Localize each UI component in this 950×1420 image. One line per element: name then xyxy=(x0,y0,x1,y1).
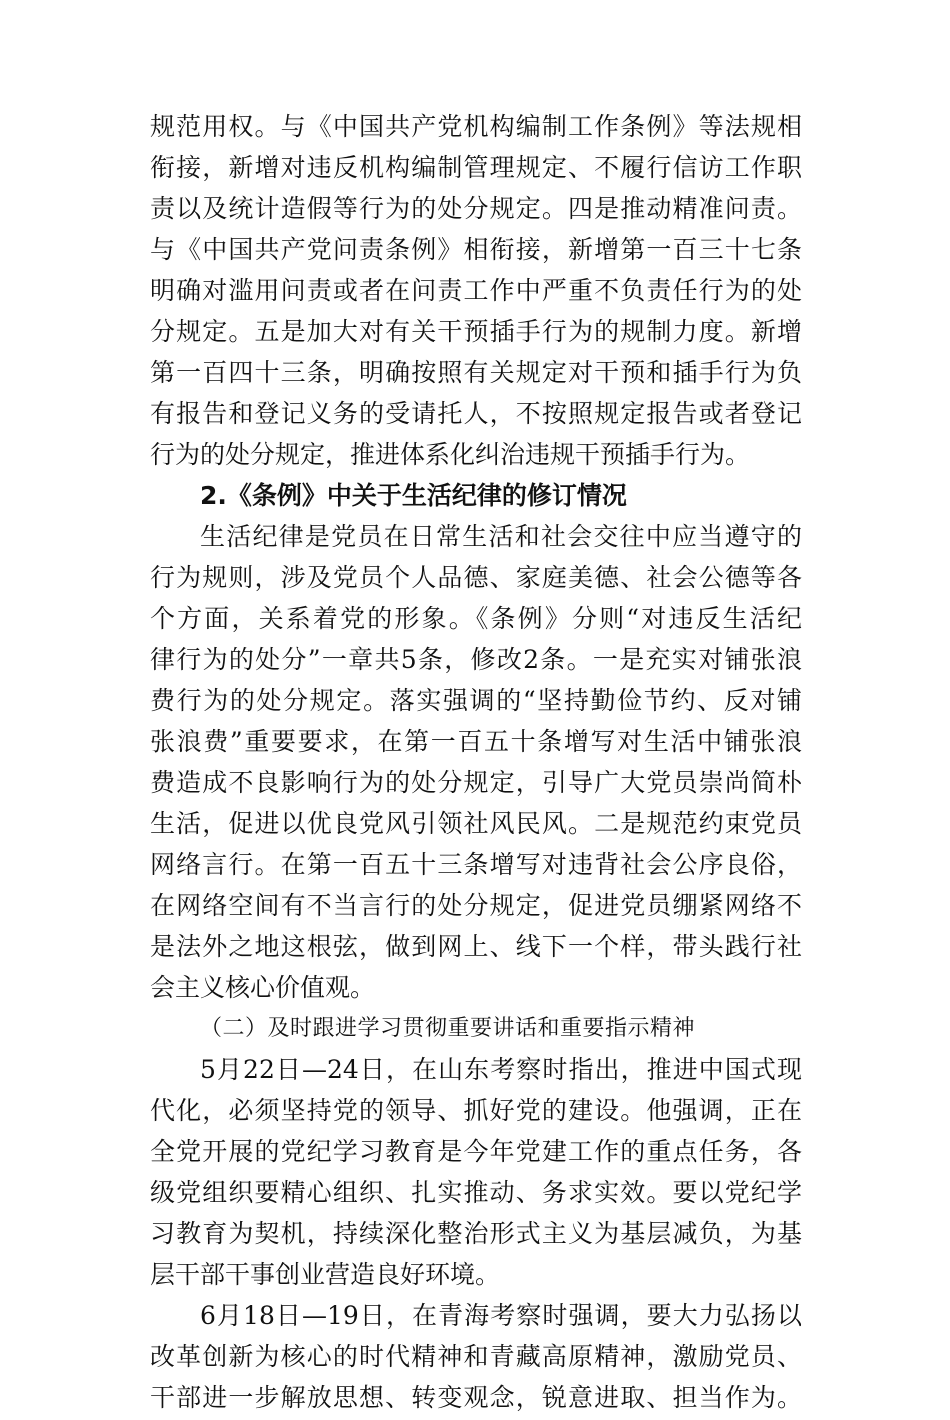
paragraph-line: 改革创新为核心的时代精神和青藏高原精神，激励党员、 xyxy=(150,1342,802,1371)
paragraph-line: 个方面，关系着党的形象。《条例》分则“对违反生活纪 xyxy=(150,604,802,633)
paragraph-line: 张浪费”重要要求，在第一百五十条增写对生活中铺张浪 xyxy=(150,727,802,756)
section-heading: 2.《条例》中关于生活纪律的修订情况 xyxy=(200,481,627,510)
paragraph-line: 6月18日—19日，在青海考察时强调，要大力弘扬以 xyxy=(200,1301,802,1330)
paragraph-line: 费造成不良影响行为的处分规定，引导广大党员崇尚简朴 xyxy=(150,768,802,797)
paragraph-line: 网络言行。在第一百五十三条增写对违背社会公序良俗， xyxy=(150,850,802,879)
paragraph-line: 会主义核心价值观。 xyxy=(150,973,376,1002)
paragraph-line: 生活，促进以优良党风引领社风民风。二是规范约束党员 xyxy=(150,809,802,838)
paragraph-line: 责以及统计造假等行为的处分规定。四是推动精准问责。 xyxy=(150,194,802,223)
paragraph-line: 行为的处分规定，推进体系化纠治违规干预插手行为。 xyxy=(150,440,751,469)
paragraph-line: 习教育为契机，持续深化整治形式主义为基层减负，为基 xyxy=(150,1219,802,1248)
paragraph-line: 在网络空间有不当言行的处分规定，促进党员绷紧网络不 xyxy=(150,891,802,920)
paragraph-line: 全党开展的党纪学习教育是今年党建工作的重点任务，各 xyxy=(150,1137,802,1166)
paragraph-line: 是法外之地这根弦，做到网上、线下一个样，带头践行社 xyxy=(150,932,802,961)
subsection-heading: （二）及时跟进学习贯彻重要讲话和重要指示精神 xyxy=(200,1016,696,1041)
paragraph-line: 生活纪律是党员在日常生活和社会交往中应当遵守的 xyxy=(200,522,802,551)
paragraph-line: 5月22日—24日，在山东考察时指出，推进中国式现 xyxy=(200,1055,802,1084)
paragraph-line: 行为规则，涉及党员个人品德、家庭美德、社会公德等各 xyxy=(150,563,802,592)
paragraph-line: 衔接，新增对违反机构编制管理规定、不履行信访工作职 xyxy=(150,153,802,182)
paragraph-line: 有报告和登记义务的受请托人，不按照规定报告或者登记 xyxy=(150,399,802,428)
paragraph-line: 干部进一步解放思想、转变观念，锐意进取、担当作为。 xyxy=(150,1383,802,1412)
paragraph-line: 代化，必须坚持党的领导、抓好党的建设。他强调，正在 xyxy=(150,1096,802,1125)
paragraph-line: 第一百四十三条，明确按照有关规定对干预和插手行为负 xyxy=(150,358,802,387)
paragraph-line: 层干部干事创业营造良好环境。 xyxy=(150,1260,501,1289)
paragraph-line: 与《中国共产党问责条例》相衔接，新增第一百三十七条 xyxy=(150,235,802,264)
paragraph-line: 费行为的处分规定。落实强调的“坚持勤俭节约、反对铺 xyxy=(150,686,802,715)
paragraph-line: 分规定。五是加大对有关干预插手行为的规制力度。新增 xyxy=(150,317,802,346)
paragraph-line: 规范用权。与《中国共产党机构编制工作条例》等法规相 xyxy=(150,112,802,141)
paragraph-line: 明确对滥用问责或者在问责工作中严重不负责任行为的处 xyxy=(150,276,802,305)
paragraph-line: 律行为的处分”一章共5条，修改2条。一是充实对铺张浪 xyxy=(150,645,802,674)
paragraph-line: 级党组织要精心组织、扎实推动、务求实效。要以党纪学 xyxy=(150,1178,802,1207)
